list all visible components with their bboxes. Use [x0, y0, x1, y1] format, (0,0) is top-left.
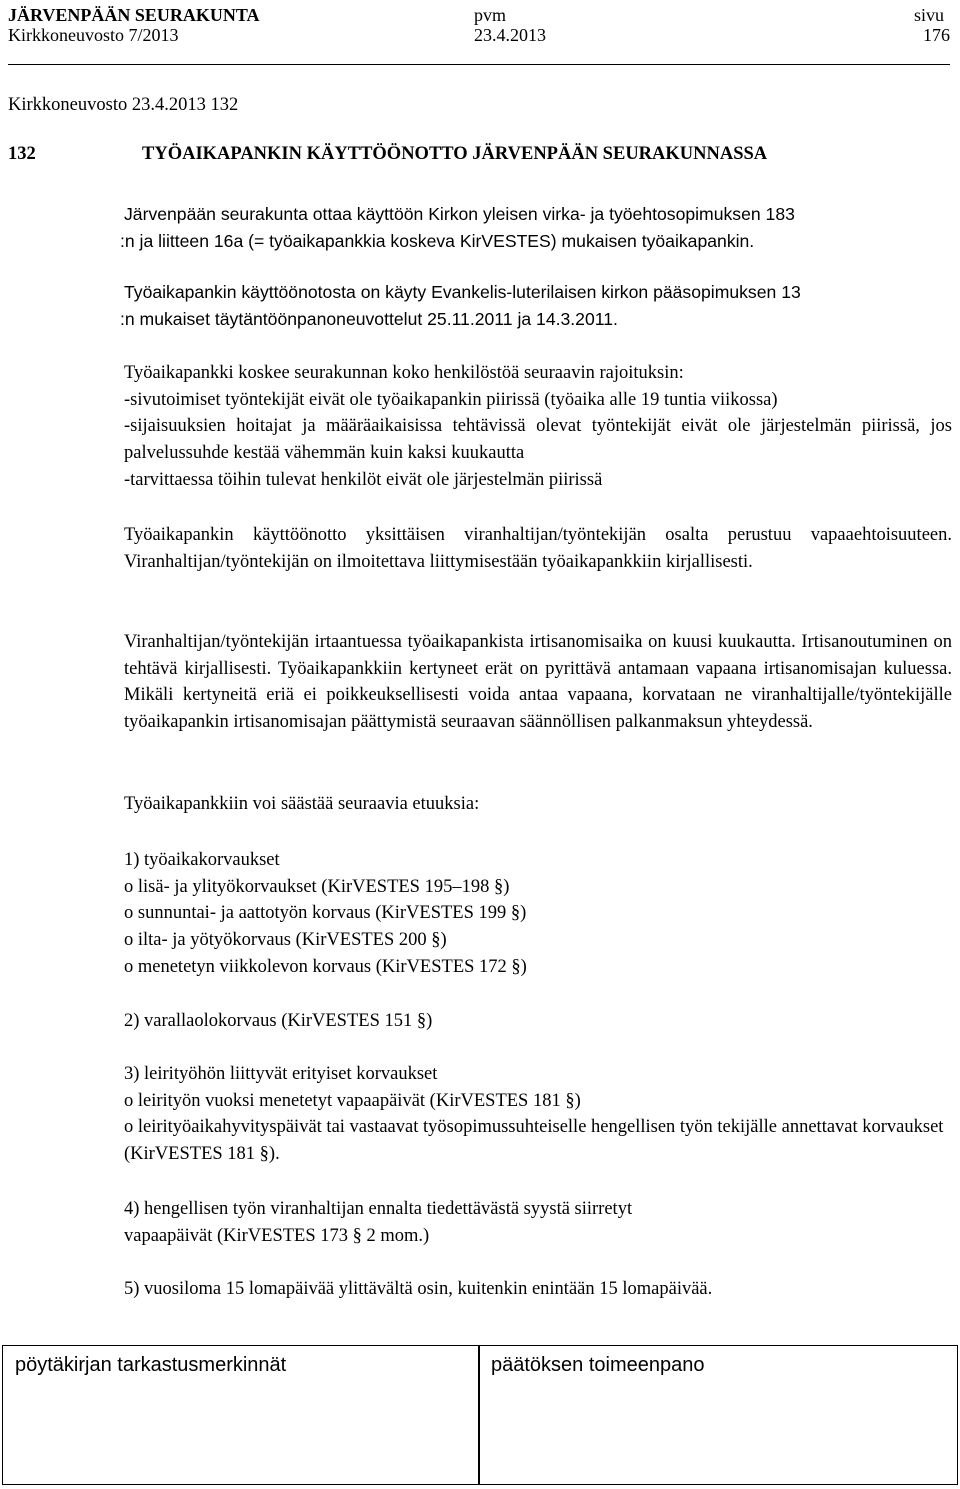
- date-label: pvm: [474, 5, 507, 25]
- benefit-group-2: [124, 1008, 952, 1035]
- list-item: o leirityön vuoksi menetetyt vapaapäivät (KirVESTES 181 §): [124, 1090, 581, 1111]
- implementation-label: päätöksen toimeenpano: [491, 1354, 705, 1376]
- page-label: sivu: [914, 5, 945, 25]
- list-item: o ilta- ja yötyökorvaus (KirVESTES 200 §): [124, 930, 447, 951]
- list-item: vapaapäivät (KirVESTES 173 § 2 mom.): [124, 1225, 430, 1246]
- benefit-group-3: [124, 1061, 952, 1168]
- benefit-group-4: [124, 1196, 952, 1249]
- review-notes-box: [2, 1345, 480, 1485]
- page-number: 176: [923, 25, 950, 45]
- meeting-reference: Kirkkoneuvosto 23.4.2013 132: [8, 95, 239, 115]
- list-item: o leirityöaikahyvityspäivät tai vastaavat työsopimussuhteiselle hengellisen työn tekijälle annettavat korvaukset (KirVESTES 181 §).: [124, 1117, 944, 1165]
- scope-paragraph: [124, 360, 952, 494]
- org-name: JÄRVENPÄÄN SEURAKUNTA: [8, 5, 260, 25]
- restriction-item: -tarvittaessa töihin tulevat henkilöt eivät ole järjestelmän piirissä: [124, 469, 603, 490]
- voluntary-paragraph: [124, 522, 952, 575]
- document-id: Kirkkoneuvosto 7/2013: [8, 25, 179, 45]
- list-item: 3) leirityöhön liittyvät erityiset korvaukset: [124, 1064, 438, 1084]
- benefits-intro: [124, 791, 952, 818]
- benefits-intro-text: Työaikapankkiin voi säästää seuraavia etuuksia:: [124, 794, 480, 814]
- text-line: Työaikapankin käyttöönotosta on käyty Evankelis-luterilaisen kirkon pääsopimuksen 13: [124, 282, 801, 302]
- meeting-date: 23.4.2013: [474, 25, 546, 45]
- review-notes-label: pöytäkirjan tarkastusmerkinnät: [15, 1354, 287, 1376]
- intro-paragraph-1: [120, 201, 952, 254]
- section-title: TYÖAIKAPANKIN KÄYTTÖÖNOTTO JÄRVENPÄÄN SEURAKUNNASSA: [142, 144, 768, 164]
- intro-paragraph-2: [120, 279, 952, 332]
- implementation-box: [478, 1345, 958, 1485]
- restriction-item: -sivutoimiset työntekijät eivät ole työaikapankin piirissä (työaika alle 19 tuntia viikossa): [124, 389, 778, 410]
- voluntary-text: Työaikapankin käyttöönotto yksittäisen viranhaltijan/työntekijän osalta perustuu vapaaehtoisuuteen. Viranhaltijan/työntekijän on ilmoitettava liittymisestään työaikapankkiin kirjallisesti.: [124, 525, 952, 572]
- list-item: 5) vuosiloma 15 lomapäivää ylittävältä osin, kuitenkin enintään 15 lomapäivää.: [124, 1279, 713, 1299]
- restriction-item: -sijaisuuksien hoitajat ja määräaikaisissa tehtävissä olevat työntekijät eivät ole järjestelmän piirissä, jos palvelussuhde kestää vähemmän kuin kaksi kuukautta: [124, 416, 952, 464]
- resignation-text: Viranhaltijan/työntekijän irtaantuessa työaikapankista irtisanomisaika on kuusi kuukautta. Irtisanoutuminen on tehtävä kirjallisesti. Työaikapankkiin kertyneet erät on pyrittävä antamaan vapaana irtisanomisajan kuluessa. Mikäli kertyneitä eriä ei poikkeuksellisesti voida antaa vapaana, korvataan ne viranhaltijalle/työntekijälle työaikapankin irtisanomisajan päättymistä seuraavan säännöllisen palkanmaksun yhteydessä.: [124, 632, 952, 733]
- list-item: o menetetyn viikkolevon korvaus (KirVESTES 172 §): [124, 956, 527, 977]
- list-item: 4) hengellisen työn viranhaltijan ennalta tiedettävästä syystä siirretyt: [124, 1199, 633, 1219]
- benefit-group-1: [124, 847, 952, 981]
- header-divider: [8, 64, 950, 65]
- list-item: o sunnuntai- ja aattotyön korvaus (KirVESTES 199 §): [124, 903, 527, 924]
- benefit-group-5: [124, 1276, 952, 1303]
- section-number: 132: [8, 144, 36, 164]
- text-line: Järvenpään seurakunta ottaa käyttöön Kirkon yleisen virka- ja työehtosopimuksen 183: [124, 204, 795, 224]
- list-item: 1) työaikakorvaukset: [124, 850, 280, 870]
- scope-line: Työaikapankki koskee seurakunnan koko henkilöstöä seuraavin rajoituksin:: [124, 363, 684, 383]
- text-line: :n mukaiset täytäntöönpanoneuvottelut 25.11.2011 ja 14.3.2011.: [120, 308, 618, 329]
- resignation-paragraph: [124, 629, 952, 736]
- list-item: 2) varallaolokorvaus (KirVESTES 151 §): [124, 1011, 433, 1031]
- text-line: :n ja liitteen 16a (= työaikapankkia koskeva KirVESTES) mukaisen työaikapankin.: [120, 230, 755, 251]
- list-item: o lisä- ja ylityökorvaukset (KirVESTES 195–198 §): [124, 876, 510, 897]
- section-heading: [8, 142, 768, 166]
